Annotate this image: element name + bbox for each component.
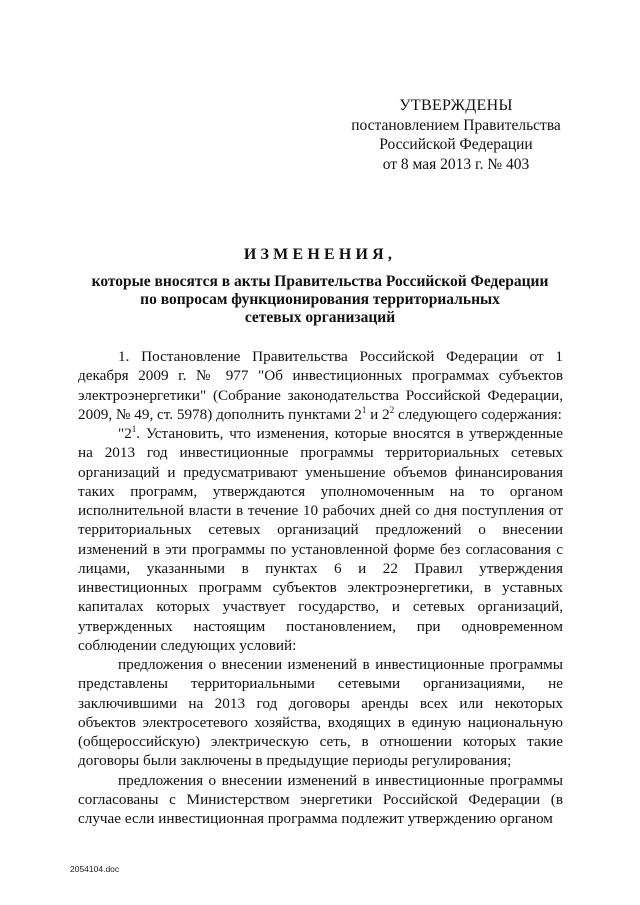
- paragraph-3: предложения о внесении изменений в инвестиционные программы представлены территориальными сетевыми организациями, не заключившими на 2013 год договоры аренды всех или некоторых объектов электросетевого хозяйства, входящих в единую национальную (общероссийскую) электрическую сеть, в отношении которых такие договоры были заключены в предыдущие периоды регулирования;: [78, 656, 563, 770]
- paragraph-2-text-b: . Установить, что изменения, которые вносятся в утвержденные на 2013 год инвестиционные программы территориальных сетевых организаций и предусматривают уменьшение объемов финансирования таких программ, утверждаются уполномоченным на то органом исполнительной власти в течение 10 рабочих дней со дня поступления от территориальных сетевых организаций предложений о внесении изменений в эти программы по установленной форме без согласования с лицами, указанными в пунктах 6 и 22 Правил утверждения инвестиционных программ субъектов электроэнергетики, в уставных капиталах которых участвует государство, и сетевых организаций, утвержденных настоящим постановлением, при одновременном соблюдении следующих условий:: [78, 425, 563, 654]
- approval-title: УТВЕРЖДЕНЫ: [399, 97, 513, 114]
- approval-block: [346, 96, 566, 174]
- paragraph-4: предложения о внесении изменений в инвестиционные программы согласованы с Министерством энергетики Российской Федерации (в случае если инвестиционная программа подлежит утверждению органом: [78, 771, 563, 827]
- paragraph-1-text-b: и 2: [366, 405, 390, 423]
- paragraph-2-sup: 1: [131, 423, 137, 434]
- heading-subtitle-line-2: по вопросам функционирования территориальных: [140, 291, 500, 308]
- paragraph-1-text-a: 1. Постановление Правительства Российской Федерации от 1 декабря 2009 г. № 977 "Об инвестиционных программах субъектов электроэнергетики" (Собрание законодательства Российской Федерации, 2009, № 49, ст. 5978) дополнить пунктами 2: [78, 348, 563, 423]
- paragraph-2: [78, 424, 563, 655]
- document-heading: [70, 244, 570, 327]
- paragraph-2-text-a: "2: [118, 425, 132, 442]
- heading-subtitle-line-1: которые вносятся в акты Правительства Российской Федерации: [91, 273, 549, 290]
- paragraph-1-text-c: следующего содержания:: [394, 405, 562, 423]
- paragraph-1: [78, 347, 563, 424]
- document-body: [78, 347, 563, 828]
- approval-line-federation: Российской Федерации: [379, 136, 533, 153]
- heading-subtitle-line-3: сетевых организаций: [244, 309, 396, 326]
- footer-filename: 2054104.doc: [70, 864, 120, 874]
- paragraph-1-sup-2: 2: [389, 404, 395, 415]
- approval-line-resolution: постановлением Правительства: [351, 116, 561, 134]
- heading-title: ИЗМЕНЕНИЯ,: [243, 246, 397, 263]
- paragraph-1-sup-1: 1: [361, 404, 367, 415]
- approval-line-date: от 8 мая 2013 г. № 403: [382, 155, 530, 173]
